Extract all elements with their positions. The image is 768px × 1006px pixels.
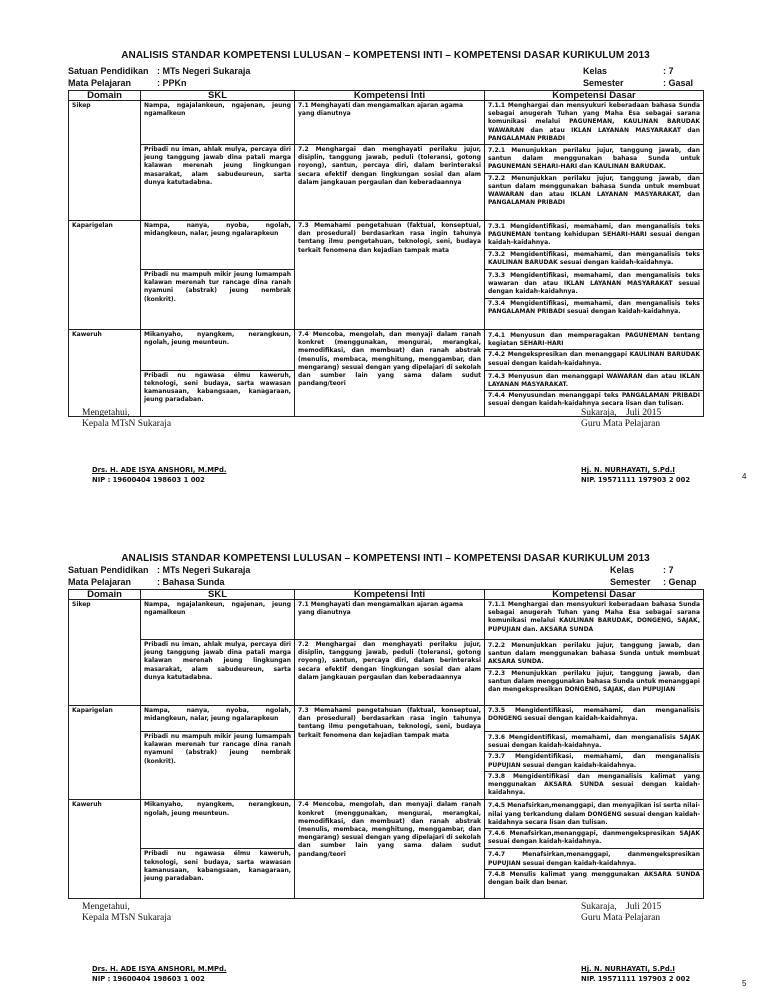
kelas-value: : 7	[663, 66, 674, 76]
kd-item: 7.3.1 Mengidentifikasi, memahami, dan menganalisis teks PAGUNEMAN tentang kehidupan SEHARI-HARI sesuai dengan kaidah-kaidahnya.	[485, 222, 703, 250]
page-number: 4	[742, 472, 747, 481]
sign-left-line1: Mengetahui,	[82, 408, 130, 418]
semester-label: Semester	[583, 78, 624, 88]
kd-item: 7.3.2 Mengidentifikasi, memahami, dan menganalisis teks KAULINAN BARUDAK sesuai dengan kaidah-kaidahnya.	[488, 250, 700, 266]
ki-cell: 7.4 Mencoba, mengolah, dan menyaji dalam ranah konkret (menggunakan, mengurai, merangkai, memodifikasi, dan membuat) dan ranah abstrak (menulis, membaca, menghitung, menggambar, dan mengarang) sesuai dengan yang dipelajari di sekolah dan sumber lain yang sama dalam sudut pandang/teori	[295, 330, 485, 417]
kd-cell	[485, 800, 704, 849]
sign-right-line1: Sukaraja, Juli 2015	[581, 408, 662, 418]
header-skl: SKL	[141, 91, 295, 101]
skl-cell: Pribadi nu mampuh mikir jeung lumampah kalawan merenah tur rancage dina ranah nyamuni (abstrak) jeung nembrak (konkrit).	[141, 270, 295, 330]
semester-value: : Genap	[663, 577, 697, 587]
sign-right-line2: Guru Mata Pelajaran	[581, 913, 661, 923]
sign-left-line2: Kepala MTsN Sukaraja	[82, 419, 172, 429]
header-skl: SKL	[141, 590, 295, 600]
header-ki: Kompetensi Inti	[295, 91, 485, 101]
mapel-value: : Bahasa Sunda	[157, 577, 225, 587]
ki-cell: 7.3 Memahami pengetahuan (faktual, konseptual, dan prosedural) berdasarkan rasa ingin tahunya tentang ilmu pengetahuan, teknologi, seni, budaya terkait fenomena dan kejadian tampak mata	[295, 706, 485, 800]
principal-name-text: Drs. H. ADE ISYA ANSHORI, M.MPd.	[92, 466, 227, 474]
teacher-name	[581, 965, 675, 974]
teacher-name-text: Hj. N. NURHAYATI, S.Pd.I	[581, 965, 675, 973]
domain-cell: Kaweruh	[69, 800, 141, 899]
satuan-value: : MTs Negeri Sukaraja	[157, 565, 251, 575]
skl-cell: Pribadi nu iman, ahlak mulya, percaya diri jeung tanggung jawab dina patali marga kalawan merenah jeung lingkungan masarakat, alam sabudeureun, sarta dunya katutadabna.	[141, 640, 295, 706]
domain-cell: Kaparigelan	[69, 221, 141, 330]
principal-name-text: Drs. H. ADE ISYA ANSHORI, M.MPd.	[92, 965, 227, 973]
domain-cell: Kaparigelan	[69, 706, 141, 800]
kd-item: 7.3.4 Mengidentifikasi, memahami, dan menganalisis teks PANGALAMAN PRIBADI sesuai dengan kaidah-kaidahnya.	[488, 299, 700, 315]
page-title: ANALISIS STANDAR KOMPETENSI LULUSAN – KOMPETENSI INTI – KOMPETENSI DASAR KURIKULUM 2013	[121, 50, 650, 61]
kelas-label: Kelas	[610, 565, 635, 575]
teacher-name	[581, 466, 675, 475]
teacher-name-text: Hj. N. NURHAYATI, S.Pd.I	[581, 466, 675, 474]
ki-cell: 7.2 Menghargai dan menghayati perilaku jujur, disiplin, tanggung jawab, peduli (toleransi, gotong royong), santun, percaya diri, dalam berinteraksi secara efektif dengan lingkungan sosial dan alam dalam jangkauan pergaulan dan keberadaannya	[295, 145, 485, 221]
mapel-label: Mata Pelajaran	[68, 577, 132, 587]
teacher-nip: NIP. 19571111 197903 2 002	[581, 975, 691, 983]
principal-nip: NIP : 19600404 198603 1 002	[92, 975, 205, 983]
sign-left-line2: Kepala MTsN Sukaraja	[82, 913, 172, 923]
domain-cell: Sikep	[69, 101, 141, 221]
kd-item: 7.3.7 Mengidentifikasi, memahami, dan menganalisis PUPUJIAN sesuai dengan kaidah-kaidahnya.	[485, 752, 703, 771]
ki-cell: 7.3 Memahami pengetahuan (faktual, konseptual, dan prosedural) berdasarkan rasa ingin tahunya tentang ilmu pengetahuan, teknologi, seni, budaya terkait fenomena dan kejadian tampak mata	[295, 221, 485, 330]
analysis-table	[68, 90, 704, 417]
principal-name	[92, 466, 226, 475]
kd-cell: 7.3.5 Mengidentifikasi, memahami, dan menganalisis DONGENG sesuai dengan kaidah-kaidahnya.	[485, 706, 704, 732]
satuan-value: : MTs Negeri Sukaraja	[157, 66, 251, 76]
kd-cell: 7.1.1 Menghargai dan mensyukuri keberadaan bahasa Sunda sebagai anugerah Tuhan yang Maha Esa sebagai sarana komunikasi melalui KAULINAN BARUDAK, DONGENG, SAJAK, PUPUJIAN dan. AKSARA SUNDA	[485, 600, 704, 640]
teacher-nip: NIP. 19571111 197903 2 002	[581, 476, 691, 484]
kd-item: 7.4.6 Menafsirkan,menanggapi, danmengekspresikan SAJAK sesuai dengan kaidah-kaidahnya.	[488, 830, 700, 846]
kd-cell	[485, 732, 704, 800]
kd-cell	[485, 849, 704, 899]
domain-cell: Kaweruh	[69, 330, 141, 417]
kd-item: 7.2.2 Menunjukkan perilaku jujur, tanggung jawab, dan santun dalam menggunakan bahasa Sunda untuk membuat WAWARAN dan atau IKLAN LAYANAN MASYARAKAT, dan PANGALAMAN PRIBADI	[488, 174, 700, 207]
satuan-label: Satuan Pendidikan	[68, 565, 149, 575]
kd-item: 7.3.6 Mengidentifikasi, memahami, dan menganalisis SAJAK sesuai dengan kaidah-kaidahnya.	[485, 733, 703, 752]
domain-cell: Sikep	[69, 600, 141, 706]
principal-nip: NIP : 19600404 198603 1 002	[92, 476, 205, 484]
skl-cell: Pribadi nu iman, ahlak mulya, percaya diri jeung tanggung jawab dina patali marga kalawan merenah jeung lingkungan masarakat, alam sabudeureun, sarta dunya katutadabna.	[141, 145, 295, 221]
skl-cell: Nampa, ngajalankeun, ngajenan, jeung ngamalkeun	[141, 101, 295, 145]
skl-cell: Nampa, nanya, nyoba, ngolah, midangkeun, nalar, jeung ngalarapkeun	[141, 706, 295, 732]
kd-cell	[485, 640, 704, 706]
kd-item: 7.4.5 Menafsirkan,menanggapi, dan menyajikan isi serta nilai-nilai yang terkandung dalam DONGENG sesuai dengan kaidah-kaidahnya secara lisan dan tulisan.	[485, 801, 703, 829]
satuan-label: Satuan Pendidikan	[68, 66, 149, 76]
ki-cell: 7.1 Menghayati dan mengamalkan ajaran agama yang dianutnya	[295, 101, 485, 145]
kd-item: 7.4.2 Mengekspresikan dan menanggapi KAULINAN BARUDAK sesuai dengan kaidah-kaidahnya.	[488, 351, 700, 367]
semester-value: : Gasal	[663, 78, 694, 88]
kd-cell	[485, 145, 704, 221]
mapel-label: Mata Pelajaran	[68, 78, 132, 88]
sign-right-line1: Sukaraja, Juli 2015	[581, 902, 662, 912]
kd-cell	[485, 330, 704, 371]
semester-label: Semester	[610, 577, 651, 587]
kd-cell	[485, 270, 704, 330]
kd-cell	[485, 221, 704, 270]
mapel-value: : PPKn	[157, 78, 187, 88]
skl-cell: Nampa, ngajalankeun, ngajenan, jeung ngamalkeun	[141, 600, 295, 640]
kd-item: 7.3.3 Mengidentifikasi, memahami, dan menganalisis teks wawaran dan atau IKLAN LAYANAN MASYARAKAT sesuai dengan kaidah-kaidahnya.	[485, 271, 703, 299]
kd-cell: 7.1.1 Menghargai dan mensyukuri keberadaan bahasa Sunda sebagai anugerah Tuhan yang Maha Esa sebagai sarana komunikasi melalui PAGUNEMAN, KAULINAN BARUDAK WAWARAN dan atau IKLAN LAYANAN MASYARAKAT dan PANGALAMAN PRIBADI	[485, 101, 704, 145]
ki-cell: 7.2 Menghargai dan menghayati perilaku jujur, disiplin, tanggung jawab, peduli (toleransi, gotong royong), santun, percaya diri, dalam berinteraksi secara efektif dengan lingkungan sosial dan alam dalam jangkauan pergaulan dan keberadaannya	[295, 640, 485, 706]
page-number: 5	[742, 979, 747, 988]
kelas-value: : 7	[663, 565, 674, 575]
page-2	[0, 503, 768, 1006]
skl-cell: Pribadi nu ngawasa élmu kaweruh, teknologi, seni budaya, sarta wawasan kamanusaan, kabangsaan, kanagaraan, jeung paradaban.	[141, 370, 295, 416]
principal-name	[92, 965, 226, 974]
kd-item: 7.4.7 Menafsirkan,menanggapi, danmengekspresikan PUPUJIAN sesuai dengan kaidah-kaidahnya.	[485, 850, 703, 869]
header-domain: Domain	[69, 590, 141, 600]
skl-cell: Mikanyaho, nyangkem, nerangkeun, ngolah, jeung meunteun.	[141, 330, 295, 371]
analysis-table	[68, 589, 704, 899]
header-kd: Kompetensi Dasar	[485, 590, 704, 600]
ki-cell: 7.4 Mencoba, mengolah, dan menyaji dalam ranah konkret (menggunakan, mengurai, merangkai, memodifikasi, dan membuat) dan ranah abstrak (menulis, membaca, menghitung, menggambar, dan mengarang) sesuai dengan yang dipelajari di sekolah dan sumber lain yang sama dalam sudut pandang/teori	[295, 800, 485, 899]
kd-item: 7.4.4 Menyusundan menanggapi teks PANGALAMAN PRIBADI sesuai dengan kaidah-kaidahnya secara lisan dan tulisan.	[488, 392, 700, 408]
kd-item: 7.2.2 Menunjukkan perilaku jujur, tanggung jawab, dan santun dalam menggunakan bahasa Sunda untuk membuat AKSARA SUNDA.	[485, 641, 703, 669]
kd-item: 7.2.3 Menunjukkan perilaku jujur, tanggung jawab, dan santun dalam menggunakan bahasa Sunda untuk menanggapi dan mengekspresikan DONGENG, SAJAK, dan PUPUJIAN	[488, 669, 700, 694]
kd-item: 7.3.8 Mengidentifikasi dan menganalisis kalimat yang menggunakan AKSARA SUNDA sesuai dengan kaidah-kaidahnya.	[488, 772, 700, 797]
page-title: ANALISIS STANDAR KOMPETENSI LULUSAN – KOMPETENSI INTI – KOMPETENSI DASAR KURIKULUM 2013	[121, 553, 650, 564]
header-domain: Domain	[69, 91, 141, 101]
sign-left-line1: Mengetahui,	[82, 902, 130, 912]
ki-cell: 7.1 Menghayati dan mengamalkan ajaran agama yang dianutnya	[295, 600, 485, 640]
kd-item: 7.4.1 Menyusun dan memperagakan PAGUNEMAN tentang kegiatan SEHARI-HARI	[485, 331, 703, 350]
sign-right-line2: Guru Mata Pelajaran	[581, 419, 661, 429]
kd-item: 7.4.8 Menulis kalimat yang menggunakan AKSARA SUNDA dengan baik dan benar.	[488, 870, 700, 887]
kelas-label: Kelas	[583, 66, 608, 76]
kd-item: 7.2.1 Menunjukkan perilaku jujur, tanggung jawab, dan santun dalam menggunakan bahasa Sunda untuk PAGUNEMAN SEHARI-HARI dan KAULINAN BARUDAK.	[485, 146, 703, 174]
kd-item: 7.4.3 Menyusun dan menanggapi WAWARAN dan atau IKLAN LAYANAN MASYARAKAT.	[485, 372, 703, 391]
header-kd: Kompetensi Dasar	[485, 91, 704, 101]
skl-cell: Nampa, nanya, nyoba, ngolah, midangkeun, nalar, jeung ngalarapkeun	[141, 221, 295, 270]
skl-cell: Pribadi nu ngawasa élmu kaweruh, teknologi, seni budaya, sarta wawasan kamanusaan, kabangsaan, kanagaraan, jeung paradaban.	[141, 849, 295, 899]
header-ki: Kompetensi Inti	[295, 590, 485, 600]
skl-cell: Mikanyaho, nyangkem, nerangkeun, ngolah, jeung meunteun.	[141, 800, 295, 849]
skl-cell: Pribadi nu mampuh mikir jeung lumampah kalawan merenah tur rancage dina ranah nyamuni (abstrak) jeung nembrak (konkrit).	[141, 732, 295, 800]
